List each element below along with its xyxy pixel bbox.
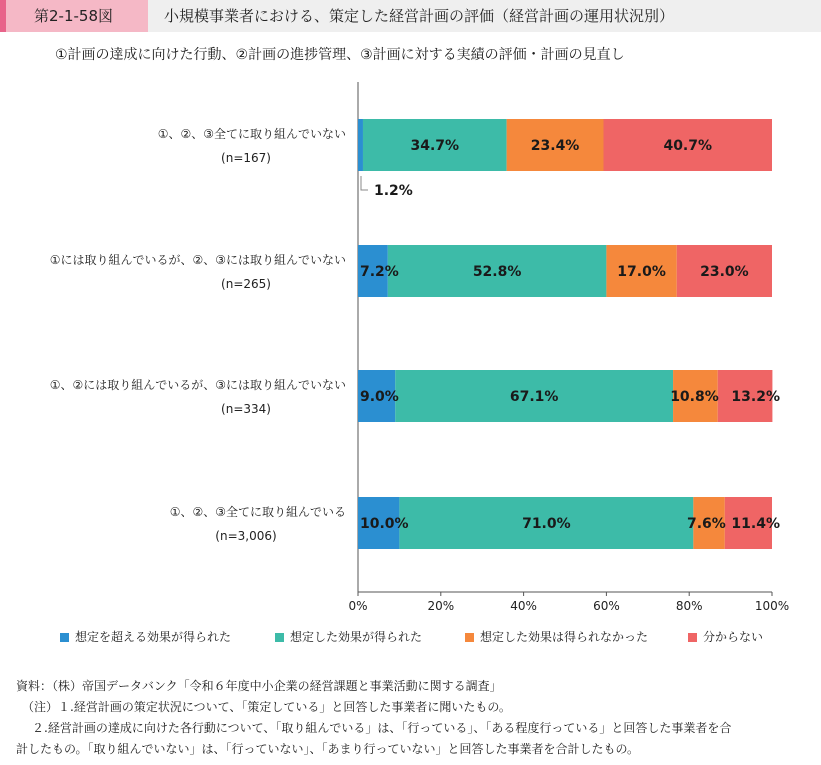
callout-line <box>361 176 368 190</box>
legend-label: 想定を超える効果が得られた <box>75 630 232 644</box>
legend-item <box>465 628 648 645</box>
data-label: 10.8% <box>670 389 719 405</box>
x-tick-label: 60% <box>593 599 620 613</box>
data-label: 23.4% <box>530 138 580 154</box>
data-label: 9.0% <box>360 389 399 405</box>
category-label: ①、②、③全てに取り組んでいる <box>169 505 346 519</box>
chart-legend <box>60 628 800 648</box>
legend-item <box>275 628 422 645</box>
legend-item <box>688 628 763 645</box>
legend-swatch <box>465 633 474 642</box>
note-2: ２.経営計画の達成に向けた各行動について、「取り組んでいる」は、「行っている」、「ある程度行っている」と回答した事業者を合 <box>32 721 732 735</box>
x-tick-label: 40% <box>510 599 537 613</box>
x-tick-label: 100% <box>754 599 790 613</box>
data-label: 67.1% <box>509 389 559 405</box>
note-source: 資料：（株）帝国データバンク「令和６年度中小企業の経営課題と事業活動に関する調査」 <box>16 679 502 693</box>
figure-title: 小規模事業者における、策定した経営計画の評価（経営計画の運用状況別） <box>164 7 675 25</box>
legend-label: 想定した効果が得られた <box>290 630 423 644</box>
category-label: ①、②、③全てに取り組んでいない <box>157 127 346 141</box>
data-label: 7.2% <box>360 264 399 280</box>
category-n: (n=265) <box>221 277 271 291</box>
bar-segment <box>358 119 363 171</box>
category-label: ①には取り組んでいるが、②、③には取り組んでいない <box>49 253 346 267</box>
category-n: (n=3,006) <box>215 529 277 543</box>
data-label: 71.0% <box>522 516 571 532</box>
source-notes <box>16 676 806 760</box>
x-tick-label: 20% <box>427 599 455 613</box>
chart-subtitle: ①計画の達成に向けた行動、②計画の進捗管理、③計画に対する実績の評価・計画の見直し <box>55 47 625 63</box>
legend-label: 想定した効果は得られなかった <box>480 630 649 644</box>
data-label: 11.4% <box>731 516 780 532</box>
data-label: 1.2% <box>374 183 413 199</box>
legend-swatch <box>688 633 697 642</box>
data-label: 40.7% <box>663 138 713 154</box>
data-label: 10.0% <box>360 516 409 532</box>
x-tick-label: 0% <box>348 599 368 613</box>
legend-label: 分からない <box>703 630 764 644</box>
legend-item <box>60 628 231 645</box>
data-label: 7.6% <box>686 516 726 532</box>
category-n: (n=334) <box>221 402 271 416</box>
note-1: （注）１.経営計画の策定状況について、「策定している」と回答した事業者に聞いたもの。 <box>22 700 511 714</box>
data-label: 34.7% <box>410 138 460 154</box>
legend-swatch <box>275 633 284 642</box>
data-label: 52.8% <box>472 264 522 280</box>
figure-number: 第2-1-58図 <box>0 0 148 32</box>
data-label: 23.0% <box>700 264 749 280</box>
data-label: 17.0% <box>617 264 666 280</box>
category-n: (n=167) <box>221 151 271 165</box>
legend-swatch <box>60 633 69 642</box>
note-2-cont: 計したもの。「取り組んでいない」は、「行っていない」、「あまり行っていない」と回答した事業者を合計したもの。 <box>16 742 640 756</box>
x-tick-label: 80% <box>675 599 703 613</box>
data-label: 13.2% <box>731 389 780 405</box>
category-label: ①、②には取り組んでいるが、③には取り組んでいない <box>49 378 346 392</box>
